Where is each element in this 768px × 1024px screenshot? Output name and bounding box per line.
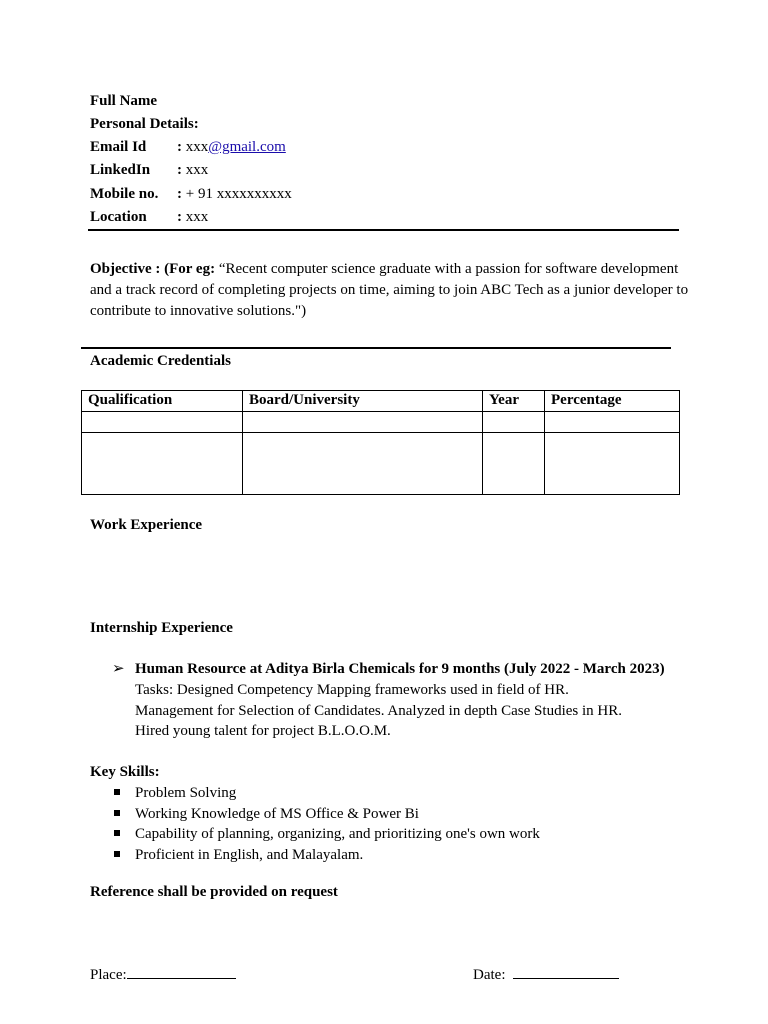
- square-bullet-icon: [114, 851, 120, 857]
- skill-item: Problem Solving: [135, 785, 237, 801]
- objective-text: “Recent computer science graduate with a passion for software development and a track record of completing projects on time, aiming to join ABC Tech as a junior developer to contribute to innovative solutions."): [90, 261, 689, 319]
- header-divider: [88, 229, 679, 231]
- linkedin-value: xxx: [185, 162, 209, 178]
- personal-details-heading: Personal Details:: [90, 116, 199, 132]
- date-label: Date:: [473, 967, 506, 983]
- internship-heading: Internship Experience: [90, 620, 233, 636]
- table-cell: [483, 433, 545, 495]
- skill-item: Proficient in English, and Malayalam.: [135, 847, 364, 863]
- location-value-row: [177, 208, 208, 226]
- internship-title: Human Resource at Aditya Birla Chemicals for 9 months (July 2022 - March 2023): [135, 661, 665, 677]
- place-field: [90, 964, 236, 984]
- square-bullet-icon: [114, 789, 120, 795]
- table-row: [82, 412, 680, 433]
- linkedin-sep: :: [177, 162, 182, 178]
- mobile-value-row: [177, 185, 292, 203]
- place-label: Place:: [90, 967, 127, 983]
- work-heading: Work Experience: [90, 517, 203, 533]
- linkedin-label: LinkedIn: [90, 162, 151, 178]
- email-link[interactable]: @gmail.com: [208, 139, 286, 155]
- mobile-label: Mobile no.: [90, 186, 159, 202]
- col-qualification: Qualification: [82, 391, 243, 412]
- location-value: xxx: [185, 209, 209, 225]
- internship-task-line: Hired young talent for project B.L.O.O.M.: [135, 723, 391, 739]
- objective-paragraph: [90, 259, 690, 322]
- table-cell: [82, 433, 243, 495]
- square-bullet-icon: [114, 830, 120, 836]
- col-percentage: Percentage: [545, 391, 680, 412]
- col-board-university: Board/University: [243, 391, 483, 412]
- place-blank-line[interactable]: [127, 964, 236, 979]
- academic-table: [81, 390, 680, 495]
- skill-item: Working Knowledge of MS Office & Power Bi: [135, 806, 419, 822]
- col-year: Year: [483, 391, 545, 412]
- mobile-sep: :: [177, 186, 182, 202]
- table-cell: [82, 412, 243, 433]
- full-name: Full Name: [90, 93, 158, 109]
- date-blank-line[interactable]: [513, 964, 619, 979]
- skill-item: Capability of planning, organizing, and prioritizing one's own work: [135, 826, 540, 842]
- date-field: [473, 964, 619, 984]
- email-value: [177, 138, 286, 156]
- internship-task-line: Tasks: Designed Competency Mapping frameworks used in field of HR.: [135, 682, 569, 698]
- objective-label: Objective : (For eg:: [90, 261, 216, 277]
- location-label: Location: [90, 209, 147, 225]
- table-cell: [243, 433, 483, 495]
- email-sep: :: [177, 139, 182, 155]
- table-cell: [545, 433, 680, 495]
- location-sep: :: [177, 209, 182, 225]
- table-row: [82, 433, 680, 495]
- table-cell: [545, 412, 680, 433]
- table-cell: [483, 412, 545, 433]
- email-label: Email Id: [90, 139, 147, 155]
- arrow-bullet-icon: ➢: [112, 661, 125, 677]
- objective-divider: [81, 347, 671, 349]
- academic-header-row: [82, 391, 680, 412]
- table-cell: [243, 412, 483, 433]
- square-bullet-icon: [114, 810, 120, 816]
- mobile-value: + 91 xxxxxxxxxx: [185, 186, 292, 202]
- reference-note: Reference shall be provided on request: [90, 884, 338, 900]
- academic-heading: Academic Credentials: [90, 353, 231, 369]
- skills-heading: Key Skills:: [90, 764, 160, 780]
- internship-task-line: Management for Selection of Candidates. Analyzed in depth Case Studies in HR.: [135, 703, 622, 719]
- email-prefix: xxx: [185, 139, 209, 155]
- linkedin-value-row: [177, 161, 208, 179]
